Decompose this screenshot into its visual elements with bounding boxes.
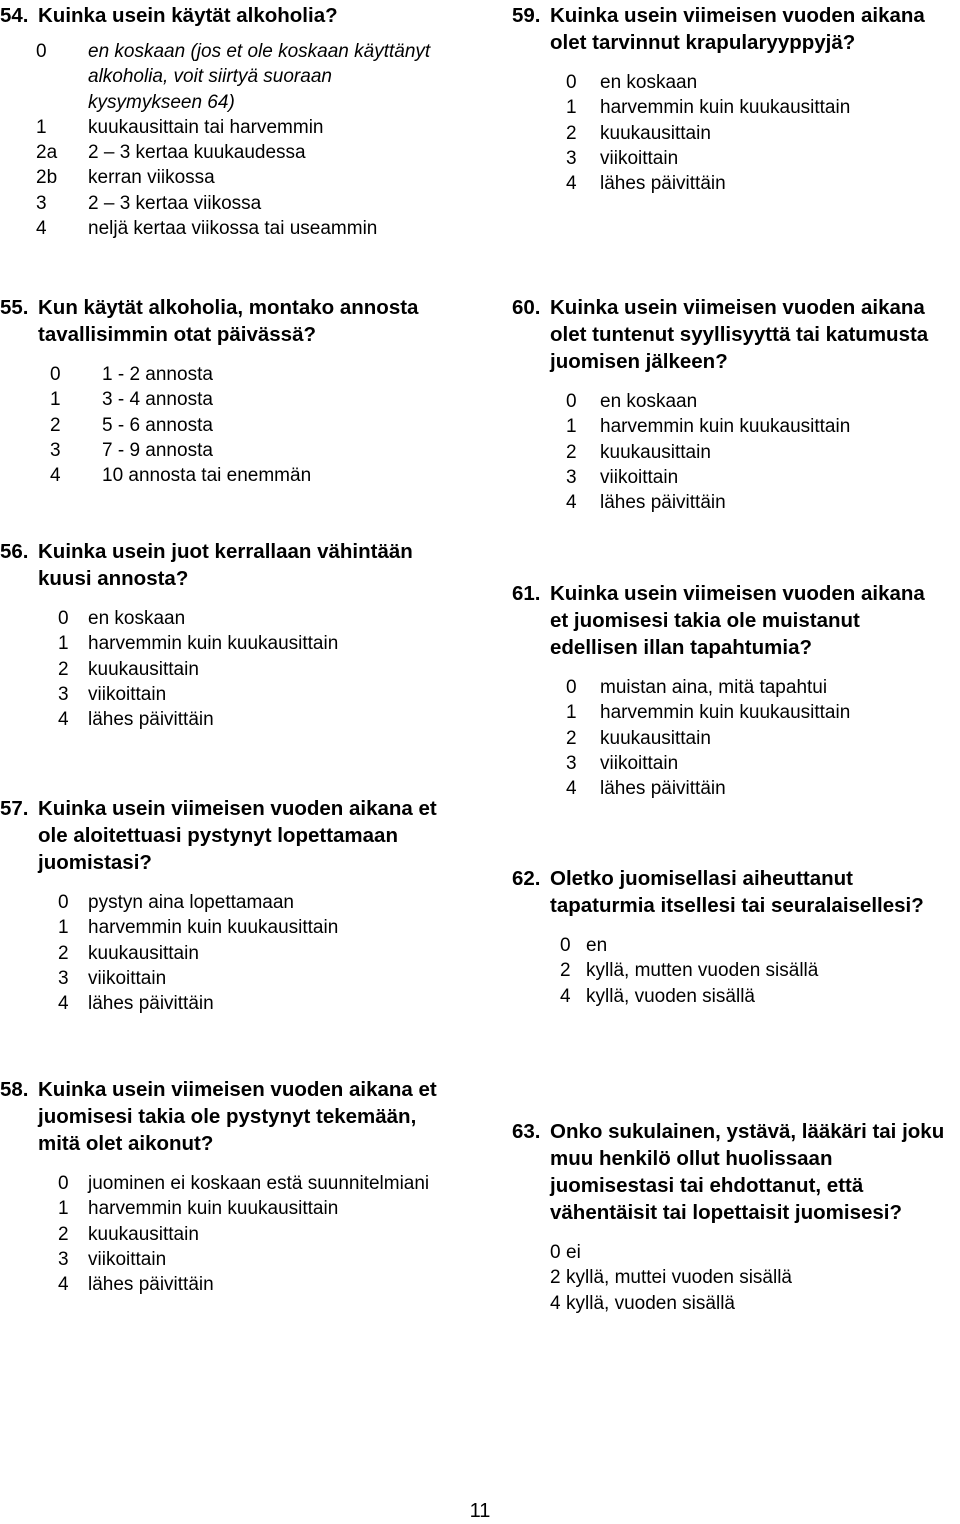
question-62: [512, 865, 932, 1009]
option-text: neljä kertaa viikossa tai useammin: [88, 218, 378, 240]
answer-option: [512, 490, 932, 515]
answer-option: [512, 70, 932, 95]
option-code: 3: [36, 192, 47, 214]
option-text: harvemmin kuin kuukausittain: [88, 917, 339, 939]
option-text: kuukausittain: [600, 441, 711, 463]
question-55: [0, 294, 440, 488]
answer-option: [512, 465, 932, 490]
question-number: 56.: [0, 540, 29, 563]
answer-option: [512, 933, 932, 958]
question-heading: [512, 294, 932, 375]
option-text: harvemmin kuin kuukausittain: [600, 416, 851, 438]
answer-option: [0, 387, 440, 412]
answer-option: [0, 941, 440, 966]
question-63: [512, 1118, 958, 1316]
question-59: [512, 2, 932, 196]
answer-option: [512, 146, 932, 171]
option-code: 0: [566, 391, 577, 412]
question-number: 57.: [0, 797, 29, 820]
answer-option: [512, 1291, 958, 1316]
option-code: 1: [36, 116, 47, 138]
question-heading: [512, 865, 932, 919]
answer-option: [512, 675, 932, 700]
question-number: 59.: [512, 4, 541, 27]
option-code: 1: [566, 702, 577, 724]
option-code: 3: [566, 752, 577, 774]
option-text: harvemmin kuin kuukausittain: [600, 702, 851, 724]
option-text: kuukausittain: [88, 942, 199, 964]
option-code: 3: [58, 1248, 69, 1270]
option-code: 0: [566, 72, 577, 93]
option-code: 4: [50, 465, 61, 487]
option-code: 3: [58, 967, 69, 989]
answer-option: [0, 191, 440, 216]
answer-options: [0, 362, 440, 488]
option-text: lähes päivittäin: [600, 492, 726, 514]
question-text: Kuinka usein viimeisen vuoden aikana et juomisesi takia ole muistanut edellisen illan tapahtumia?: [550, 582, 925, 659]
option-code: 2: [560, 960, 571, 982]
answer-option: [0, 657, 440, 682]
option-code: 4: [566, 492, 577, 514]
answer-option: [0, 115, 440, 140]
option-code: 3: [58, 683, 69, 705]
question-number: 60.: [512, 296, 541, 319]
question-60: [512, 294, 932, 515]
option-text: kuukausittain: [600, 122, 711, 144]
question-57: [0, 795, 440, 1016]
option-code: 2a: [36, 142, 58, 164]
answer-options: [0, 1171, 445, 1297]
option-text: 10 annosta tai enemmän: [102, 465, 312, 487]
question-58: [0, 1076, 445, 1297]
answer-option: [0, 1247, 445, 1272]
option-text: en koskaan: [600, 391, 698, 412]
option-text: lähes päivittäin: [88, 709, 214, 731]
option-text: kyllä, muttei vuoden sisällä: [566, 1267, 792, 1289]
option-text: 3 - 4 annosta: [102, 389, 213, 411]
option-text: harvemmin kuin kuukausittain: [88, 1198, 339, 1220]
option-code: 4: [566, 778, 577, 800]
option-text: viikoittain: [600, 466, 679, 488]
option-code: 2: [50, 414, 61, 436]
answer-option: [0, 707, 440, 732]
option-code: 3: [566, 466, 577, 488]
option-code: 2: [566, 727, 577, 749]
option-code: 0: [58, 1173, 69, 1194]
option-text: lähes päivittäin: [88, 993, 214, 1015]
option-code: 2: [58, 658, 69, 680]
question-text: Kuinka usein viimeisen vuoden aikana olet tuntenut syyllisyyttä tai katumusta juomisen jälkeen?: [550, 296, 929, 373]
option-text: ei: [566, 1242, 581, 1263]
question-text: Kuinka usein viimeisen vuoden aikana et ole aloitettuasi pystynyt lopettamaan juomistasi?: [38, 797, 437, 874]
question-number: 54.: [0, 4, 29, 27]
answer-option: [512, 700, 932, 725]
answer-option: [512, 1265, 958, 1290]
answer-option: [512, 95, 932, 120]
answer-options: [0, 890, 440, 1016]
option-text: kyllä, mutten vuoden sisällä: [586, 960, 819, 982]
option-code: 4: [58, 709, 69, 731]
answer-option: [512, 958, 932, 983]
question-heading: [0, 795, 440, 876]
option-code: 4: [560, 985, 571, 1007]
answer-option: [0, 991, 440, 1016]
option-text: kyllä, vuoden sisällä: [566, 1292, 735, 1314]
option-text: muistan aina, mitä tapahtui: [600, 677, 828, 698]
option-text: en koskaan (jos et ole koskaan käyttänyt alkoholia, voit siirtyä suoraan kysymykseen 64): [88, 41, 431, 113]
answer-option: [512, 1240, 958, 1265]
option-code: 2: [566, 441, 577, 463]
answer-option: [0, 463, 440, 488]
answer-option: [0, 413, 440, 438]
question-text: Kun käytät alkoholia, montako annosta tavallisimmin otat päivässä?: [38, 296, 419, 346]
option-code: 2b: [36, 167, 58, 189]
option-code: 1: [50, 389, 61, 411]
answer-option: [512, 751, 932, 776]
option-text: harvemmin kuin kuukausittain: [600, 97, 851, 119]
option-code: 0: [36, 41, 47, 62]
question-61: [512, 580, 932, 801]
option-code: 1: [58, 917, 69, 939]
answer-options: [512, 1240, 958, 1316]
answer-option: [0, 165, 440, 190]
page-number: 11: [469, 1500, 491, 1522]
question-text: Oletko juomisellasi aiheuttanut tapaturmia itsellesi tai seuralaisellesi?: [550, 867, 924, 917]
answer-option: [512, 776, 932, 801]
question-text: Kuinka usein käytät alkoholia?: [38, 4, 338, 27]
option-code: 0: [566, 677, 577, 698]
answer-option: [0, 1222, 445, 1247]
question-heading: [512, 580, 932, 661]
answer-options: [512, 675, 932, 801]
option-text: lähes päivittäin: [600, 778, 726, 800]
option-text: juominen ei koskaan estä suunnitelmiani: [88, 1173, 430, 1194]
question-number: 61.: [512, 582, 541, 605]
option-code: 4: [566, 173, 577, 195]
question-heading: [512, 2, 932, 56]
option-code: 4: [550, 1292, 561, 1314]
answer-option: [0, 39, 440, 115]
answer-option: [512, 440, 932, 465]
question-heading: [0, 1076, 445, 1157]
option-text: 7 - 9 annosta: [102, 439, 213, 461]
option-code: 1: [58, 633, 69, 655]
option-code: 1: [566, 97, 577, 119]
option-text: kuukausittain tai harvemmin: [88, 116, 324, 138]
answer-option: [0, 216, 440, 241]
option-text: pystyn aina lopettamaan: [88, 892, 294, 913]
option-text: kuukausittain: [600, 727, 711, 749]
option-code: 2: [58, 942, 69, 964]
question-text: Kuinka usein juot kerrallaan vähintään kuusi annosta?: [38, 540, 413, 590]
answer-option: [0, 140, 440, 165]
option-text: 5 - 6 annosta: [102, 414, 213, 436]
answer-option: [512, 389, 932, 414]
answer-option: [512, 726, 932, 751]
option-text: en: [586, 935, 608, 956]
question-number: 63.: [512, 1120, 541, 1143]
answer-options: [512, 70, 932, 196]
question-number: 55.: [0, 296, 29, 319]
question-56: [0, 538, 440, 732]
option-text: kerran viikossa: [88, 167, 215, 189]
option-code: 4: [58, 993, 69, 1015]
option-code: 1: [58, 1198, 69, 1220]
answer-options: [0, 39, 440, 241]
option-text: harvemmin kuin kuukausittain: [88, 633, 339, 655]
option-text: kuukausittain: [88, 658, 199, 680]
option-text: 2 – 3 kertaa viikossa: [88, 192, 262, 214]
question-heading: [0, 294, 440, 348]
answer-option: [0, 631, 440, 656]
option-code: 2: [566, 122, 577, 144]
question-number: 62.: [512, 867, 541, 890]
option-text: 1 - 2 annosta: [102, 364, 213, 385]
answer-option: [0, 362, 440, 387]
answer-option: [512, 171, 932, 196]
option-code: 0: [58, 892, 69, 913]
question-heading: [0, 538, 440, 592]
question-heading: [512, 1118, 958, 1226]
option-text: viikoittain: [88, 683, 167, 705]
answer-options: [0, 606, 440, 732]
answer-option: [0, 1171, 445, 1196]
option-text: kuukausittain: [88, 1223, 199, 1245]
answer-option: [0, 1272, 445, 1297]
option-code: 0: [50, 364, 61, 385]
option-code: 4: [36, 218, 47, 240]
option-text: en koskaan: [600, 72, 698, 93]
option-code: 3: [566, 147, 577, 169]
option-text: viikoittain: [88, 1248, 167, 1270]
option-text: lähes päivittäin: [88, 1274, 214, 1296]
option-code: 2: [550, 1267, 561, 1289]
question-text: Kuinka usein viimeisen vuoden aikana et juomisesi takia ole pystynyt tekemään, mitä olet aikonut?: [38, 1078, 437, 1155]
option-text: lähes päivittäin: [600, 173, 726, 195]
answer-option: [512, 984, 932, 1009]
option-text: kyllä, vuoden sisällä: [586, 985, 755, 1007]
answer-option: [512, 121, 932, 146]
answer-option: [0, 890, 440, 915]
option-code: 1: [566, 416, 577, 438]
option-code: 0: [560, 935, 571, 956]
answer-option: [512, 414, 932, 439]
option-text: en koskaan: [88, 608, 186, 629]
option-code: 2: [58, 1223, 69, 1245]
answer-option: [0, 438, 440, 463]
question-text: Kuinka usein viimeisen vuoden aikana olet tarvinnut krapularyyppyjä?: [550, 4, 925, 54]
question-text: Onko sukulainen, ystävä, lääkäri tai joku muu henkilö ollut huolissaan juomisestasi tai ehdottanut, että vähentäisit tai lopettaisit juomisesi?: [550, 1120, 945, 1224]
question-54: [0, 2, 440, 241]
answer-option: [0, 1196, 445, 1221]
answer-options: [512, 933, 932, 1009]
option-code: 4: [58, 1274, 69, 1296]
option-code: 0: [58, 608, 69, 629]
option-text: viikoittain: [88, 967, 167, 989]
answer-options: [512, 389, 932, 515]
answer-option: [0, 606, 440, 631]
option-code: 0: [550, 1242, 561, 1263]
answer-option: [0, 966, 440, 991]
option-text: viikoittain: [600, 147, 679, 169]
question-number: 58.: [0, 1078, 29, 1101]
answer-option: [0, 915, 440, 940]
option-text: viikoittain: [600, 752, 679, 774]
option-code: 3: [50, 439, 61, 461]
question-heading: [0, 2, 440, 29]
answer-option: [0, 682, 440, 707]
option-text: 2 – 3 kertaa kuukaudessa: [88, 142, 306, 164]
